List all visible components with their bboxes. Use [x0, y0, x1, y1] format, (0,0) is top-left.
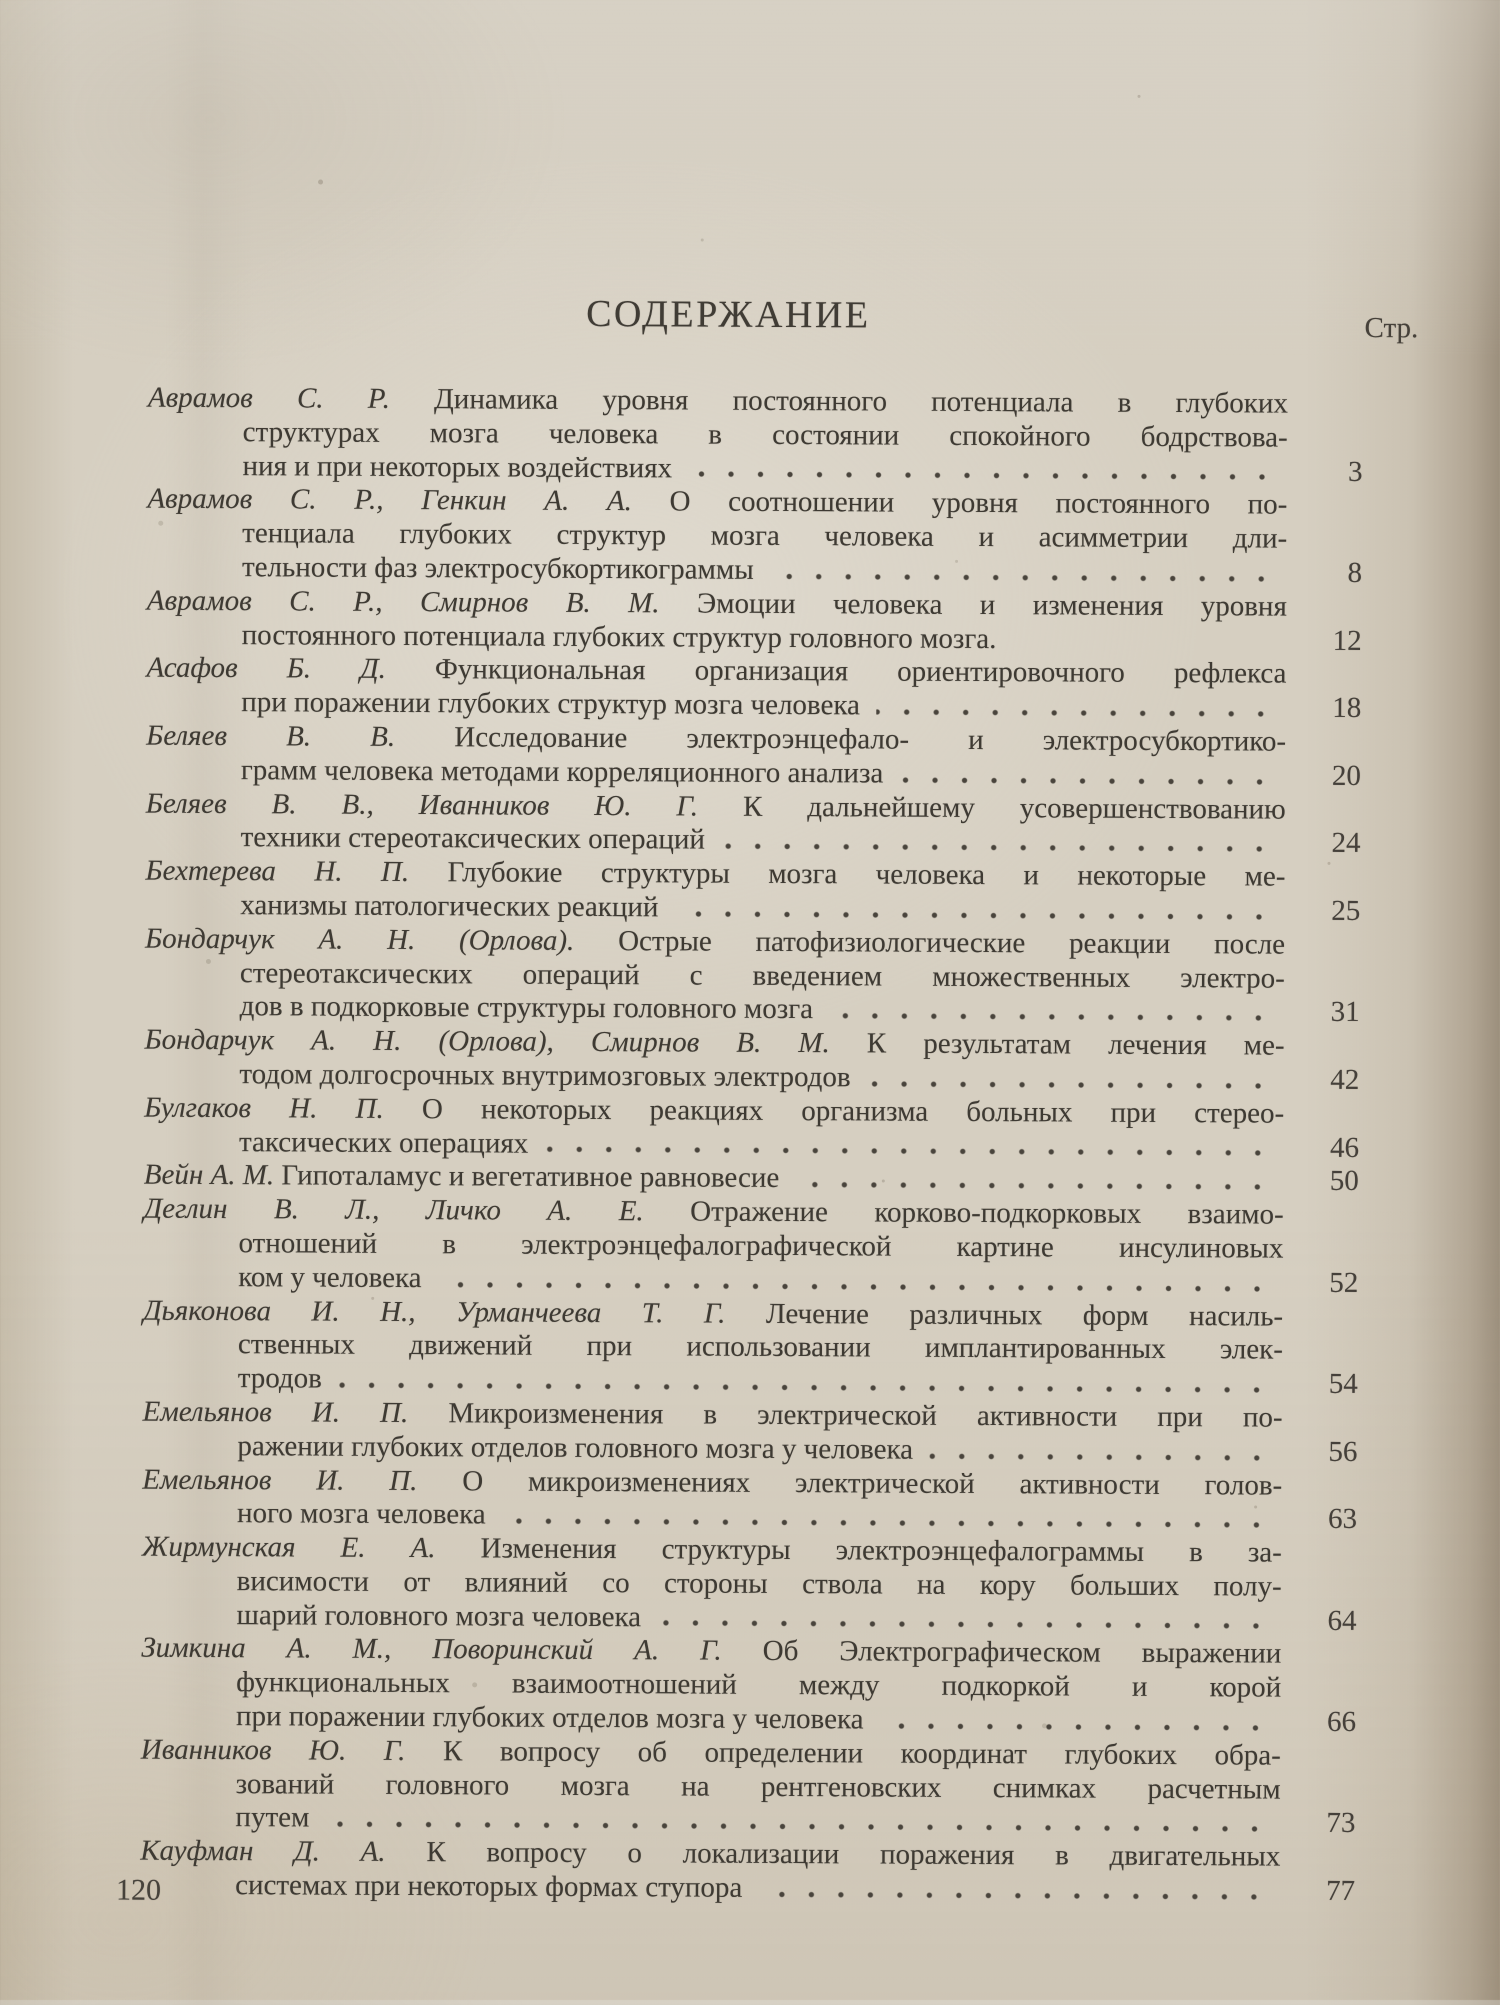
entry-page-number: 3 — [1347, 455, 1363, 488]
entry-authors: Дьяконова И. Н., Урманчеева Т. Г. — [143, 1294, 726, 1330]
entry-page-number: 25 — [1331, 894, 1361, 927]
toc-entry — [146, 720, 1361, 794]
toc-entry — [147, 382, 1363, 490]
entry-text: системах при некоторых формах ступора — [235, 1869, 743, 1904]
dot-leader — [502, 1517, 1281, 1531]
entry-page-number: 8 — [1347, 556, 1363, 589]
toc-entry — [142, 1463, 1357, 1537]
entry-authors: Деглин В. Л., Личко А. Е. — [143, 1192, 644, 1228]
entry-authors: Зимкина А. М., Поворинский А. Г. — [141, 1632, 722, 1668]
entry-text: ком у человека — [238, 1260, 422, 1294]
toc-line: Емельянов И. П. Микроизменения в электрической активности при по- — [142, 1395, 1283, 1434]
toc-line-with-page — [239, 1058, 1359, 1098]
toc-line: тенциала глубоких структур мозга человека и асимметрии дли- — [242, 517, 1288, 555]
toc-line: отношений в электроэнцефалографической картине инсулиновых — [238, 1227, 1284, 1265]
entry-text: ханизмы патологических реакций — [240, 889, 659, 924]
toc-line: Асафов Б. Д. Функциональная организация ориентировочного рефлекса — [146, 652, 1287, 690]
entry-page-number: 73 — [1326, 1807, 1356, 1840]
entry-text: шарий головного мозга человека — [236, 1598, 642, 1633]
toc-line: функциональных взаимоотношений между подкоркой и корой — [236, 1666, 1282, 1704]
entry-page-number: 50 — [1329, 1165, 1359, 1198]
entry-page-number: 24 — [1331, 827, 1361, 860]
toc-line: Иванников Ю. Г. К вопросу об определении координат глубоких обра- — [140, 1733, 1281, 1772]
toc-entry — [143, 1193, 1359, 1301]
entry-text: при поражении глубоких структур мозга человека — [241, 686, 860, 722]
toc-entry — [144, 1091, 1359, 1165]
toc-line: Зимкина А. М., Поворинский А. Г. Об Электрографическом выражении — [141, 1632, 1282, 1671]
toc-line: зований головного мозга на рентгеновских снимках расчетным — [235, 1767, 1281, 1806]
toc-line: Беляев В. В. Исследование электроэнцефало- и электросубкортико- — [146, 719, 1287, 758]
entry-authors: Кауфман Д. А. — [140, 1834, 386, 1869]
entry-authors: Беляев В. В. — [146, 719, 396, 753]
toc-entry — [141, 1632, 1357, 1740]
entry-authors: Беляев В. В., Иванников Ю. Г. — [145, 787, 699, 823]
toc-entry — [147, 584, 1362, 658]
toc-line: Булгаков Н. П. О некоторых реакциях организма больных при стерео- — [144, 1091, 1285, 1130]
entry-page-number: 42 — [1330, 1063, 1360, 1096]
toc-line: Бондарчук А. Н. (Орлова). Острые патофизиологические реакции после — [144, 922, 1286, 961]
toc-entry — [146, 787, 1361, 861]
entry-text: ражении глубоких отделов головного мозга у человека — [237, 1429, 914, 1466]
dot-leader — [1012, 641, 1285, 652]
toc-entry — [146, 652, 1361, 726]
toc-entry — [147, 483, 1363, 591]
dot-leader — [338, 1381, 1282, 1396]
entry-text: грамм человека методами корреляционного анализа — [240, 753, 884, 790]
dot-leader — [758, 1890, 1279, 1903]
entry-page-number: 20 — [1331, 759, 1362, 792]
toc-line: структурах мозга человека в состоянии спокойного бодрствова- — [242, 415, 1288, 454]
entry-authors: Бондарчук А. Н. (Орлова). — [144, 922, 575, 957]
dot-leader — [876, 707, 1285, 719]
page-title: СОДЕРЖАНИЕ — [586, 292, 871, 337]
entry-authors: Жирмунская Е. А. — [141, 1530, 436, 1565]
entry-text: тодом долгосрочных внутримозговых электродов — [239, 1058, 851, 1094]
toc-line: Емельянов И. П. О микроизменениях электрической активности голов- — [142, 1463, 1283, 1502]
toc-line: Кауфман Д. А. К вопросу о локализации поражения в двигательных — [140, 1834, 1281, 1873]
entry-page-number: 63 — [1327, 1503, 1358, 1536]
dot-leader — [721, 842, 1285, 855]
dot-leader — [929, 1451, 1281, 1463]
toc-entry — [145, 855, 1360, 929]
entry-authors: Аврамов С. Р., Смирнов В. М. — [146, 584, 660, 620]
toc-line: висимости от влияний со стороны ствола на кору больших полу- — [236, 1565, 1282, 1603]
entry-text: постоянного потенциала глубоких структур головного мозга. — [241, 618, 997, 655]
entry-page-number: 77 — [1326, 1874, 1356, 1908]
dot-leader — [674, 909, 1284, 922]
entry-text: ного мозга человека — [236, 1497, 486, 1531]
toc-line: Дьяконова И. Н., Урманчеева Т. Г. Лечение различных форм насиль- — [143, 1294, 1284, 1333]
toc-line: Аврамов С. Р., Смирнов В. М. Эмоции человека и изменения уровня — [146, 584, 1287, 623]
dot-leader — [899, 775, 1285, 787]
dot-leader — [325, 1820, 1279, 1835]
toc-line-with-page — [235, 1869, 1355, 1909]
dot-leader — [657, 1619, 1280, 1632]
dot-leader — [867, 1079, 1284, 1091]
entry-authors: Бондарчук А. Н. (Орлова), Смирнов В. М. — [144, 1023, 830, 1060]
entry-page-number: 18 — [1332, 692, 1362, 725]
entry-authors: Булгаков Н. П. — [144, 1091, 384, 1125]
entry-page-number: 31 — [1330, 996, 1360, 1029]
toc-entry — [144, 1024, 1359, 1098]
entry-text: при поражении глубоких отделов мозга у человека — [235, 1700, 864, 1736]
entry-text: тельности фаз электросубкортикограммы — [241, 551, 754, 586]
toc-entry — [140, 1835, 1355, 1909]
entry-text: Вейн А. М. Гипоталамус и вегетативное равновесие — [143, 1158, 780, 1195]
toc-line: стереотаксических операций с введением множественных электро- — [239, 956, 1285, 995]
toc-entry — [140, 1733, 1356, 1841]
toc-line: Аврамов С. Р. Динамика уровня постоянного потенциала в глубоких — [147, 381, 1288, 420]
toc-line: Деглин В. Л., Личко А. Е. Отражение корково-подкорковых взаимо- — [143, 1192, 1284, 1231]
entry-page-number: 66 — [1326, 1705, 1357, 1739]
entry-page-number: 64 — [1327, 1604, 1357, 1637]
dot-leader — [770, 572, 1286, 585]
entry-text: путем — [235, 1801, 310, 1834]
dot-leader — [688, 470, 1287, 483]
toc-line: ственных движений при использовании имплантированных элек- — [237, 1328, 1284, 1366]
dot-leader — [879, 1721, 1280, 1733]
entry-page-number: 46 — [1329, 1131, 1360, 1164]
entry-authors: Аврамов С. Р. — [147, 381, 390, 415]
entry-text: ния и при некоторых воздействиях — [242, 449, 673, 484]
entry-authors: Иванников Ю. Г. — [140, 1733, 406, 1767]
entry-page-number: 12 — [1332, 624, 1362, 657]
dot-leader — [829, 1011, 1284, 1023]
toc-entry — [141, 1531, 1357, 1639]
entry-text: тродов — [237, 1362, 323, 1395]
entry-authors: Вейн А. М. — [143, 1158, 275, 1192]
entry-text: таксических операциях — [238, 1125, 529, 1160]
toc-line: Бехтерева Н. П. Глубокие структуры мозга человека и некоторые ме- — [145, 854, 1286, 893]
dot-leader — [438, 1280, 1283, 1294]
entry-text: техники стереотаксических операций — [240, 821, 706, 856]
toc-line: Жирмунская Е. А. Изменения структуры электроэнцефалограммы в за- — [141, 1530, 1282, 1569]
toc-line: Аврамов С. Р., Генкин А. А. О соотношении уровня постоянного по- — [147, 483, 1288, 521]
dot-leader — [795, 1180, 1283, 1193]
toc-line: Бондарчук А. Н. (Орлова), Смирнов В. М. К результатам лечения ме- — [144, 1023, 1285, 1062]
toc-line: Беляев В. В., Иванников Ю. Г. К дальнейшему усовершенствованию — [145, 787, 1286, 826]
toc-entries — [140, 382, 1363, 1909]
page-column-header: Стр. — [1364, 312, 1419, 345]
toc-entry — [145, 922, 1361, 1030]
toc-entry — [143, 1294, 1359, 1402]
entry-authors: Аврамов С. Р., Генкин А. А. — [147, 483, 632, 518]
entry-page-number: 56 — [1328, 1435, 1358, 1468]
entry-authors: Емельянов И. П. — [142, 1395, 409, 1429]
footer-page-number: 120 — [116, 1873, 162, 1907]
entry-authors: Асафов Б. Д. — [146, 652, 386, 686]
dot-leader — [544, 1145, 1283, 1159]
toc-entry — [142, 1396, 1357, 1470]
entry-page-number: 52 — [1329, 1266, 1359, 1299]
entry-text: дов в подкорковые структуры головного мозга — [239, 990, 814, 1026]
entry-authors: Емельянов И. П. — [142, 1463, 418, 1497]
entry-authors: Бехтерева Н. П. — [145, 854, 410, 889]
entry-page-number: 54 — [1328, 1367, 1358, 1401]
